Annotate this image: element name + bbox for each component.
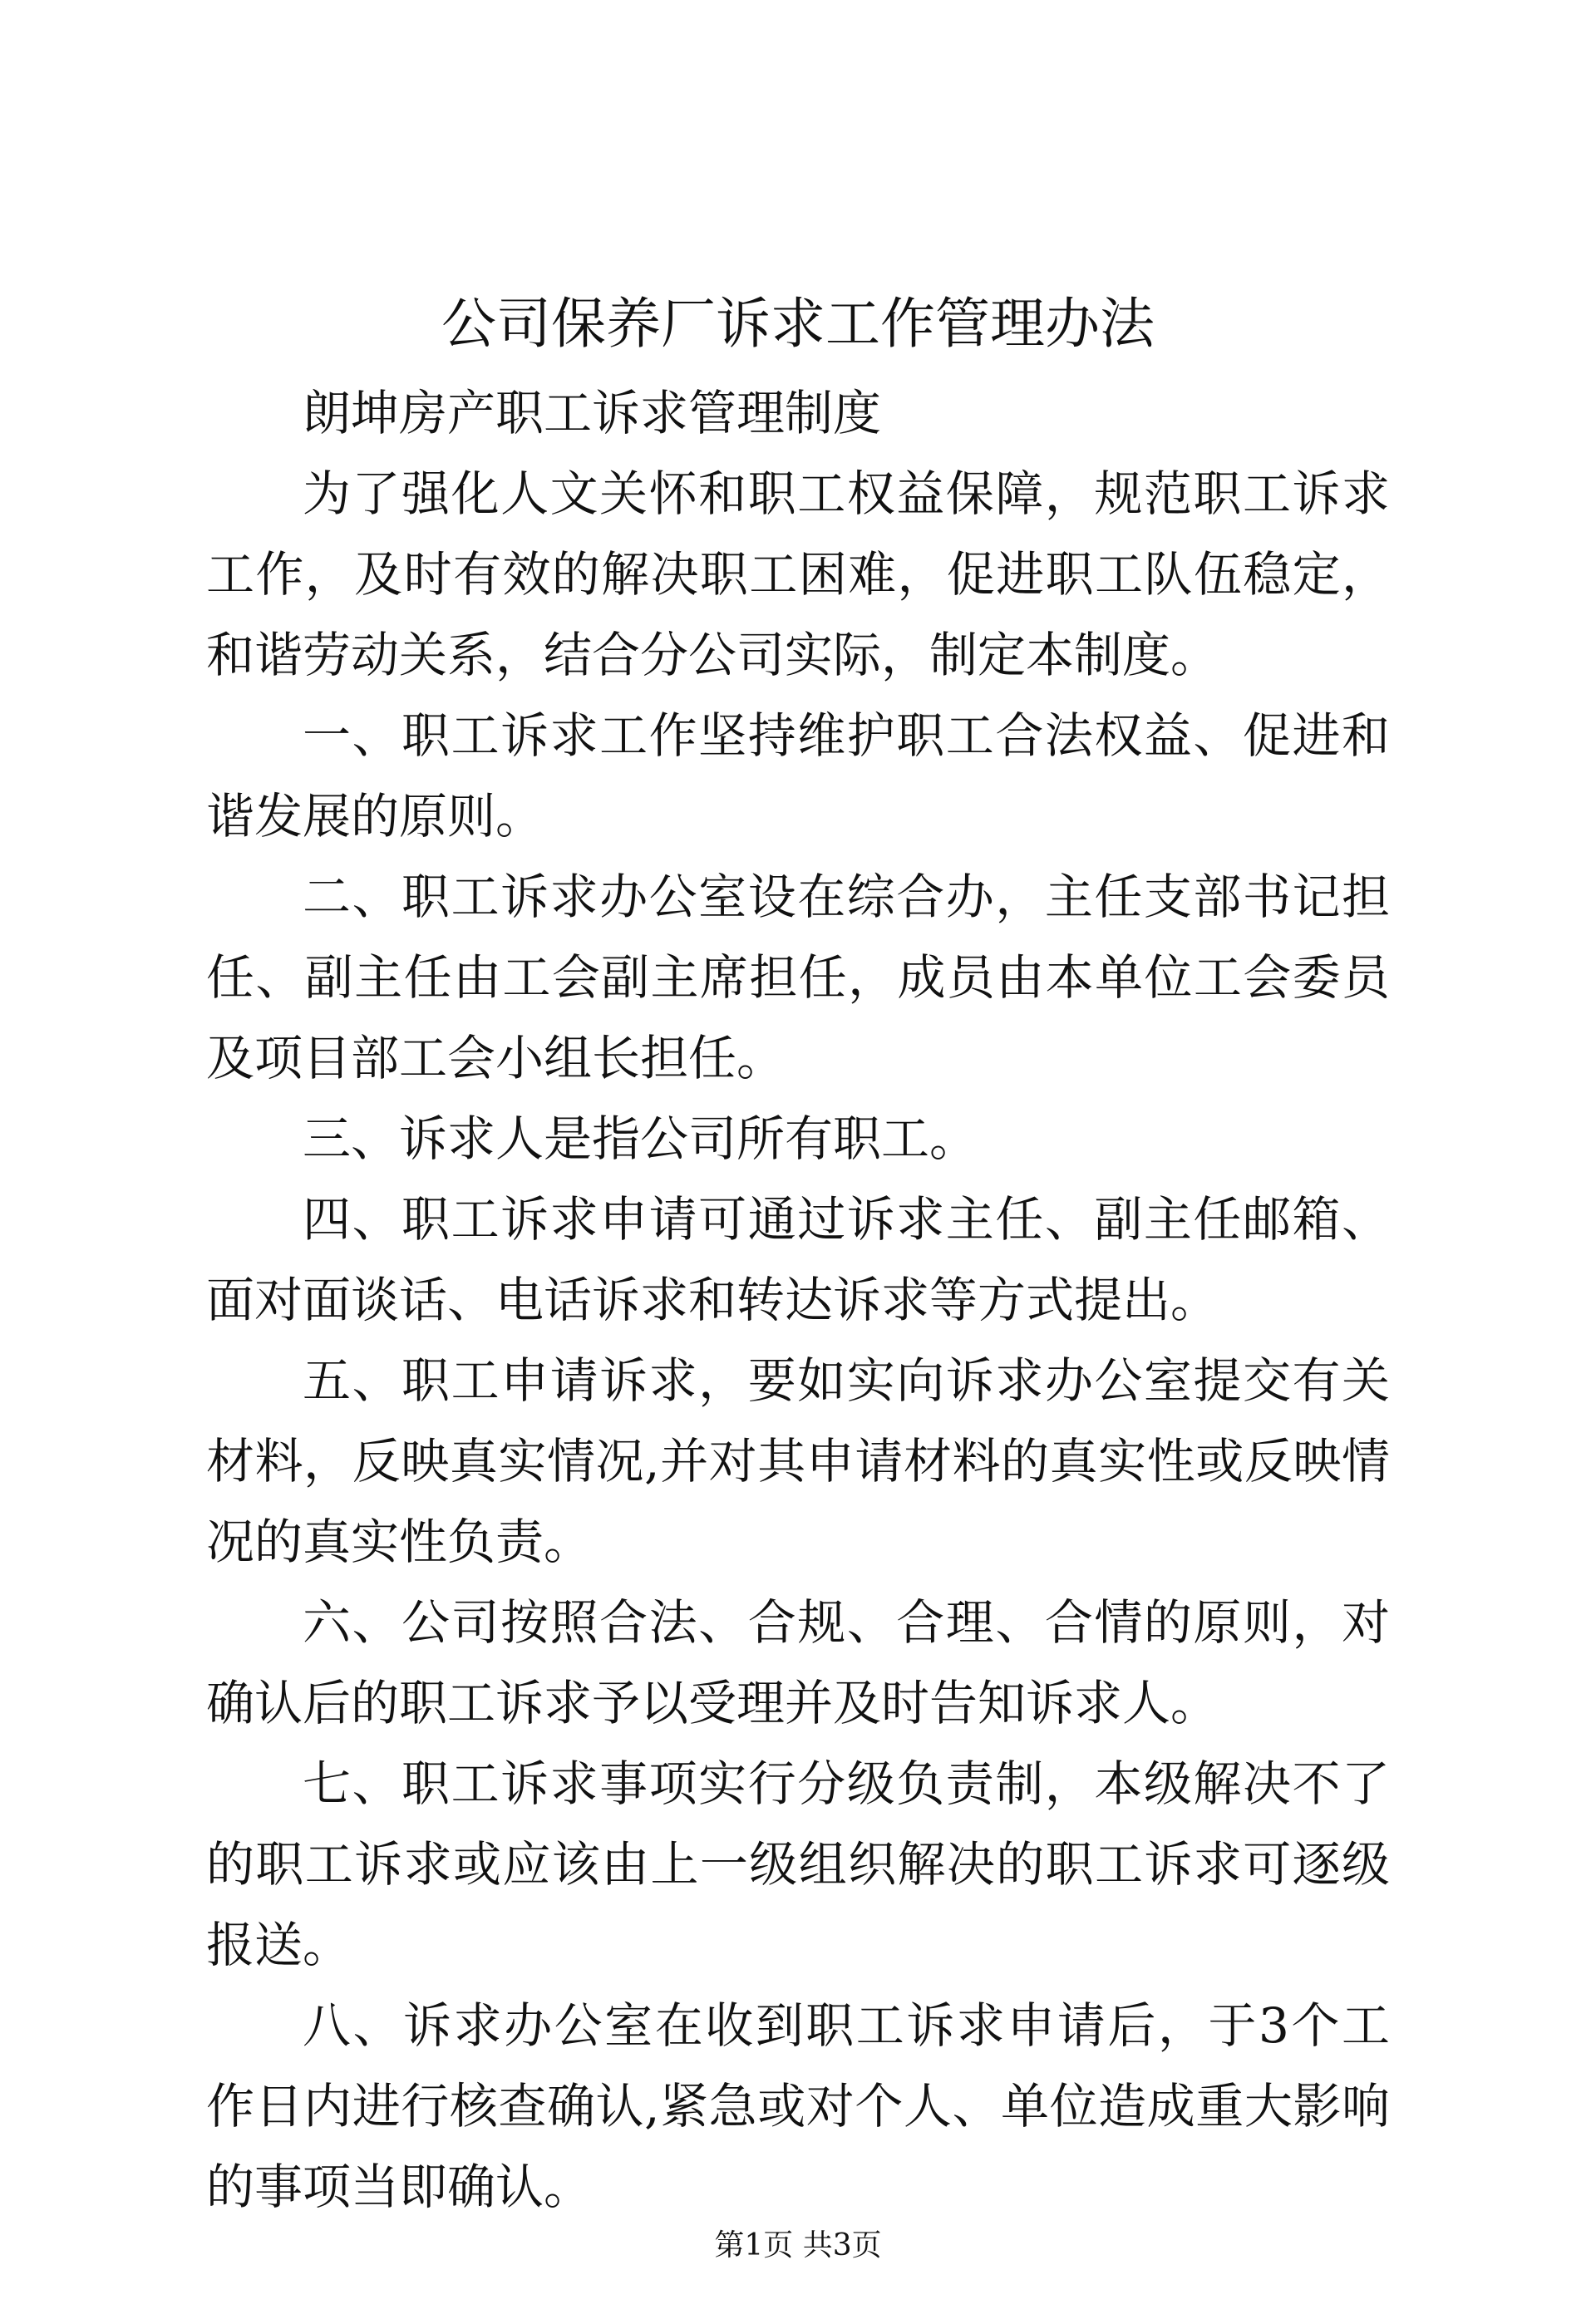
paragraph-subtitle: 朗坤房产职工诉求管理制度 bbox=[303, 385, 882, 441]
paragraph-7: 七、职工诉求事项实行分级负责制，本级解决不了的职工诉求或应该由上一级组织解决的职工诉求可逐级报送。 bbox=[206, 1755, 1390, 1973]
paragraph-3: 三、诉求人是指公司所有职工。 bbox=[303, 1110, 978, 1167]
paragraph-2: 二、职工诉求办公室设在综合办，主任支部书记担任、副主任由工会副主席担任，成员由本单位工会委员及项目部工会小组长担任。 bbox=[206, 869, 1390, 1086]
paragraph-4: 四、职工诉求申请可通过诉求主任、副主任邮箱、面对面谈话、电话诉求和转达诉求等方式提出。 bbox=[206, 1191, 1390, 1328]
document-title: 公司保养厂诉求工作管理办法 bbox=[441, 292, 1155, 356]
page-footer: 第1页 共3页 bbox=[714, 2228, 882, 2262]
paragraph-6: 六、公司按照合法、合规、合理、合情的原则，对确认后的职工诉求予以受理并及时告知诉求人。 bbox=[206, 1594, 1390, 1731]
paragraph-1: 一、职工诉求工作坚持维护职工合法权益、促进和谐发展的原则。 bbox=[206, 707, 1390, 844]
paragraph-5: 五、职工申请诉求，要如实向诉求办公室提交有关材料，反映真实情况,并对其申请材料的真实性或反映情况的真实性负责。 bbox=[206, 1352, 1390, 1570]
paragraph-8: 八、诉求办公室在收到职工诉求申请后，于3个工作日内进行核查确认,紧急或对个人、单位造成重大影响的事项当即确认。 bbox=[206, 1997, 1390, 2215]
paragraph-intro: 为了强化人文关怀和职工权益保障，规范职工诉求工作，及时有效的解决职工困难，促进职工队伍稳定，和谐劳动关系，结合分公司实际，制定本制度。 bbox=[206, 465, 1390, 683]
document-body bbox=[206, 373, 1390, 2228]
